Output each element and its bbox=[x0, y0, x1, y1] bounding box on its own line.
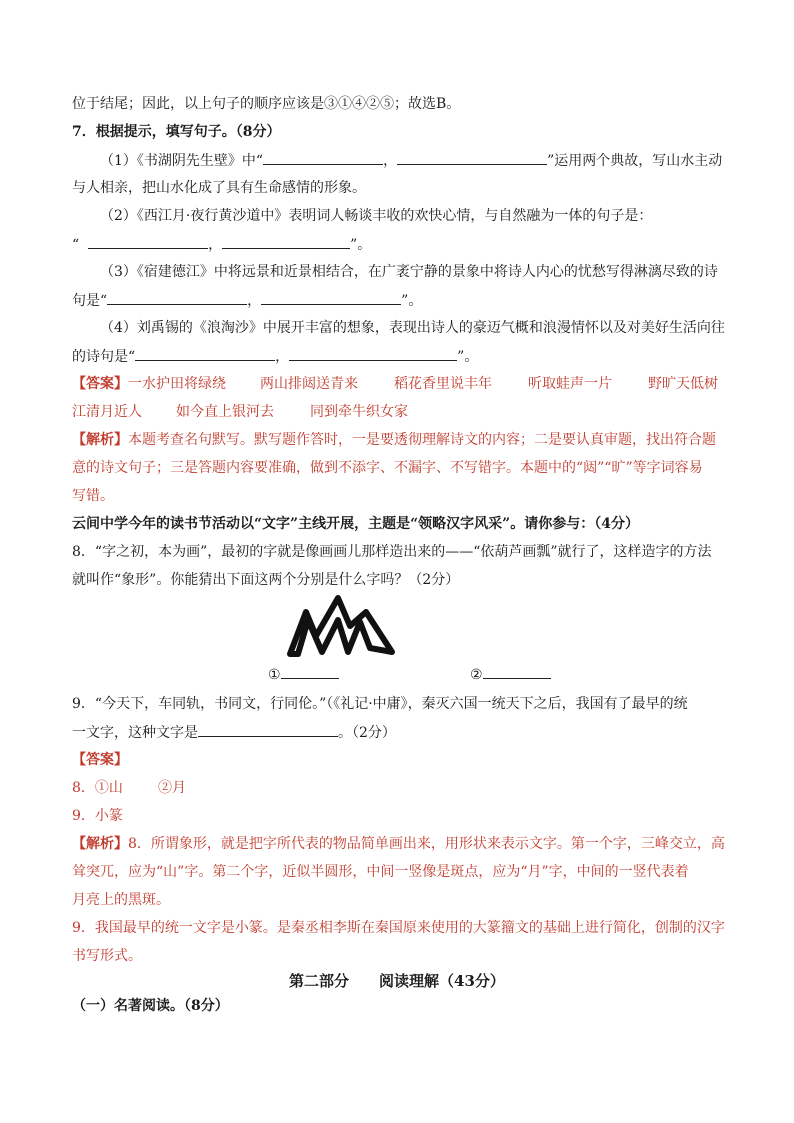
q8-blank-2: ② bbox=[470, 664, 551, 685]
answer-item: 一水护田将绿绕 bbox=[128, 376, 226, 392]
answer-blank[interactable] bbox=[263, 150, 383, 165]
answer-item: 两山排闼送青来 bbox=[260, 376, 358, 392]
answer-item: 稻花香里说丰年 bbox=[394, 376, 492, 392]
analysis-7-line3: 写错。 bbox=[72, 488, 114, 504]
analysis-89-line2: 耸突兀，应为“山”字。第二个字，近似半圆形，中间一竖像是斑点，应为“月”字，中间的一竖代表着 bbox=[72, 864, 689, 880]
answer-item: 听取蛙声一片 bbox=[528, 376, 612, 392]
answer-blank[interactable] bbox=[222, 234, 350, 249]
answer-item: 野旷天低树 bbox=[648, 376, 718, 392]
q8-line2: 就叫作“象形”。你能猜出下面这两个分别是什么字吗？（2分） bbox=[72, 572, 460, 588]
answer-blank[interactable] bbox=[261, 290, 401, 305]
answer-8-a: 8．①山 bbox=[72, 780, 123, 796]
q8-blank-1: ① bbox=[268, 664, 339, 685]
q8-line1: 8．“字之初，本为画”，最初的字就是像画画儿那样造出来的——“依葫芦画瓢”就行了，这样造字的方法 bbox=[72, 544, 712, 560]
answer-blank[interactable] bbox=[135, 346, 275, 361]
answer-item: 江清月近人 bbox=[72, 404, 142, 420]
analysis-7-line2: 意的诗文句子；三是答题内容要准确，做到不添字、不漏字、不写错字。本题中的“闼”“旷”等字词容易 bbox=[72, 460, 703, 476]
activity-intro: 云间中学今年的读书节活动以“文字”主线开展，主题是“领略汉字风采”。请你参与：（4分） bbox=[72, 516, 639, 532]
mountain-pictograph-image bbox=[286, 592, 398, 662]
q7-part1-cont: 与人相亲，把山水化成了具有生命感情的形象。 bbox=[72, 180, 366, 196]
analysis-89-line1: 【解析】8．所谓象形，就是把字所代表的物品简单画出来，用形状来表示文字。第一个字，三峰交立，高 bbox=[72, 836, 725, 852]
q9-line1: 9．“今天下，车同轨，书同文，行同伦。”（《礼记·中庸》，秦灭六国一统天下之后，我国有了最早的统 bbox=[72, 696, 688, 712]
analysis-7-line1: 【解析】本题考查名句默写。默写题作答时，一是要透彻理解诗文的内容；二是要认真审题，找出符合题 bbox=[72, 432, 716, 448]
answer-tag: 【答案】 bbox=[72, 376, 128, 392]
answer-blank[interactable] bbox=[397, 150, 547, 165]
analysis-89-line3: 月亮上的黑斑。 bbox=[72, 892, 170, 908]
q7-part1: （1）《书湖阴先生壁》中“ ， ”运用两个典故，写山水主动 bbox=[100, 150, 722, 171]
q7-part2: （2）《西江月·夜行黄沙道中》表明词人畅谈丰收的欢快心情，与自然融为一体的句子是： bbox=[100, 208, 653, 224]
answer-8-b: ②月 bbox=[158, 780, 186, 796]
question-7-title: 7．根据提示，填写句子。（8分） bbox=[72, 124, 281, 140]
answer-blank[interactable] bbox=[88, 234, 208, 249]
answer-blank[interactable] bbox=[281, 664, 339, 679]
analysis-89-line5: 书写形式。 bbox=[72, 948, 142, 964]
answer-item: 如今直上银河去 bbox=[176, 404, 274, 420]
answer-blank[interactable] bbox=[289, 346, 457, 361]
part-2-title: 第二部分 阅读理解（43分） bbox=[289, 972, 505, 990]
part-2-subtitle: （一）名著阅读。（8分） bbox=[72, 998, 229, 1014]
analysis-89-line4: 9．我国最早的统一文字是小篆。是秦丞相李斯在秦国原来使用的大篆籀文的基础上进行简化，创制的汉字 bbox=[72, 920, 725, 936]
q7-part4: （4）刘禹锡的《浪淘沙》中展开丰富的想象，表现出诗人的豪迈气概和浪漫情怀以及对美好生活向往 bbox=[100, 320, 725, 336]
answer-item: 同到牵牛织女家 bbox=[310, 404, 408, 420]
answer-tag: 【答案】 bbox=[72, 752, 128, 768]
answer-blank[interactable] bbox=[107, 290, 247, 305]
q7-part2-blanks: “ ， ”。 bbox=[72, 234, 371, 255]
q7-part3: （3）《宿建德江》中将远景和近景相结合，在广袤宁静的景象中将诗人内心的忧愁写得淋漓尽致的诗 bbox=[100, 264, 718, 280]
q9-line2: 一文字，这种文字是 。（2分） bbox=[72, 722, 396, 743]
answer-9: 9．小篆 bbox=[72, 808, 123, 824]
answer-blank[interactable] bbox=[198, 722, 338, 737]
q7-part4-blanks: 的诗句是“ ， ”。 bbox=[72, 346, 478, 367]
text-line: 位于结尾；因此，以上句子的顺序应该是③①④②⑤；故选B。 bbox=[72, 96, 461, 112]
q7-part3-blanks: 句是“ ， ”。 bbox=[72, 290, 422, 311]
answer-blank[interactable] bbox=[483, 664, 551, 679]
